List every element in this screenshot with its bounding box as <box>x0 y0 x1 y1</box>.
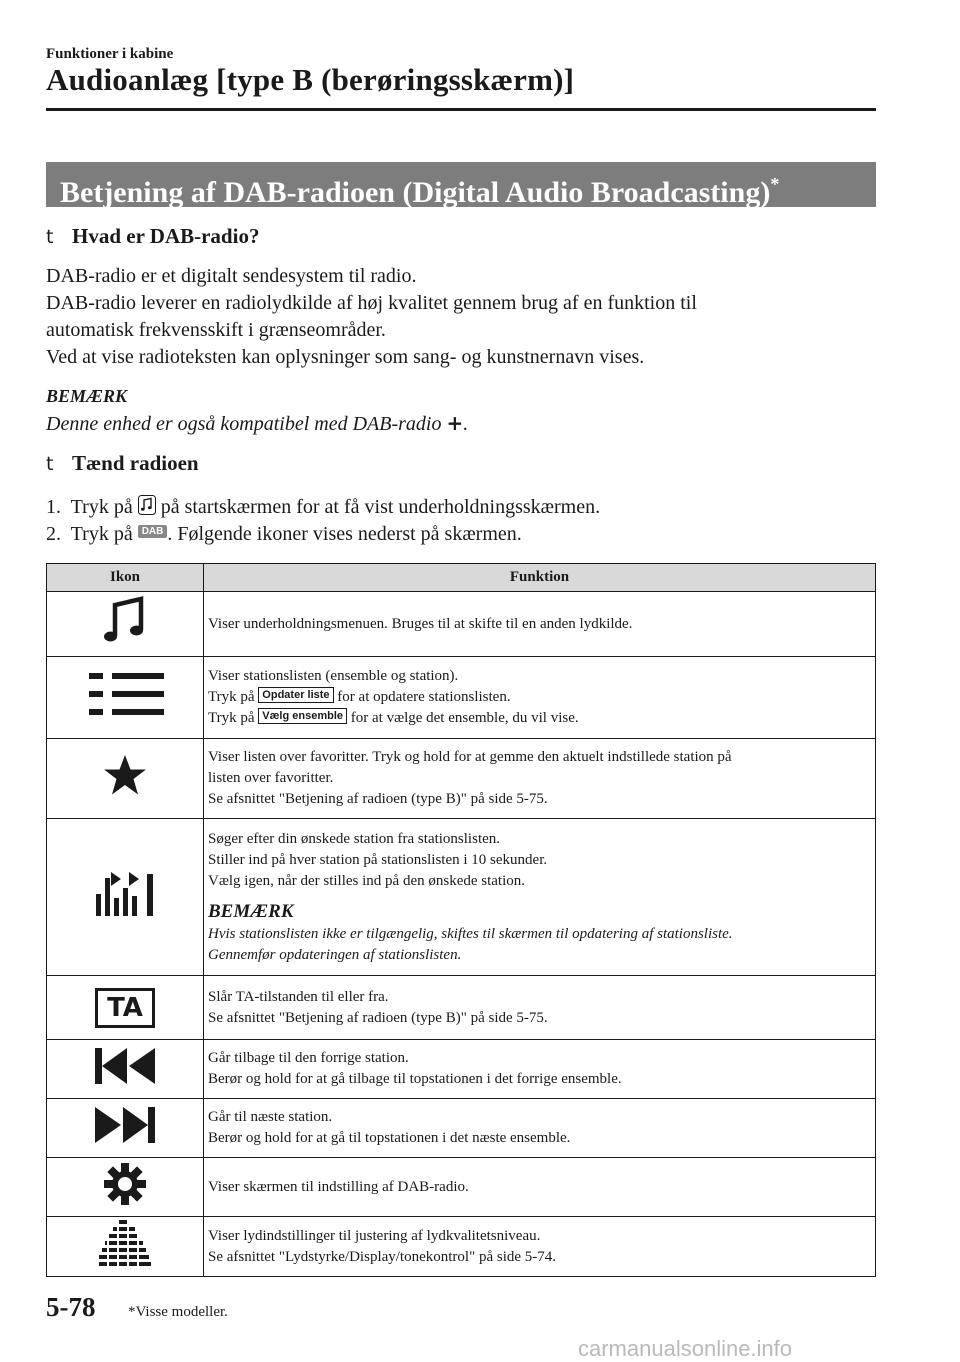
function-cell <box>204 1099 876 1158</box>
icon-function-table <box>46 563 876 1277</box>
previous-track-icon[interactable] <box>93 1046 157 1086</box>
table-row <box>47 976 876 1040</box>
function-text: Vælg igen, når der stilles ind på den ønskede station. <box>208 872 526 889</box>
section-label: Funktioner i kabine <box>46 46 174 62</box>
step-text: Tryk på <box>70 496 133 518</box>
icon-cell <box>47 1040 204 1099</box>
note-text: Hvis stationslisten ikke er tilgængelig, skiftes til skærmen til opdatering af stationsliste. <box>208 925 733 942</box>
subheading-what-is-dab <box>46 224 259 249</box>
title-divider <box>46 108 876 111</box>
icon-cell <box>47 1158 204 1217</box>
icon-cell <box>47 592 204 657</box>
function-cell <box>204 1217 876 1277</box>
icon-cell <box>47 976 204 1040</box>
footnote-mark: * <box>770 174 780 194</box>
update-list-button[interactable]: Opdater liste <box>258 687 333 703</box>
function-text: Se afsnittet "Betjening af radioen (type B)" på side 5-75. <box>208 1009 548 1026</box>
function-text: Berør og hold for at gå til topstationen i det næste ensemble. <box>208 1130 571 1146</box>
function-text: Går til næste station. <box>208 1109 333 1125</box>
footnote: *Visse modeller. <box>128 1304 228 1320</box>
note-label: BEMÆRK <box>46 386 128 406</box>
section-banner <box>46 162 876 207</box>
paragraph-line: DAB-radio leverer en radiolydkilde af høj kvalitet gennem brug af en funktion til <box>46 292 697 314</box>
function-text: Se afsnittet "Betjening af radioen (type B)" på side 5-75. <box>208 791 548 807</box>
table-row <box>47 1099 876 1158</box>
step-text: . Følgende ikoner vises nederst på skærmen. <box>167 523 522 545</box>
function-cell <box>204 657 876 739</box>
icon-cell <box>47 657 204 739</box>
function-text: Viser listen over favoritter. Tryk og hold for at gemme den aktuelt indstillede station på <box>208 749 732 765</box>
function-text <box>208 687 867 708</box>
subhead-marker: t <box>46 453 54 475</box>
table-row <box>47 657 876 739</box>
function-text-part: for at opdatere stationslisten. <box>337 689 511 705</box>
subheading-turn-on-radio <box>46 451 199 476</box>
function-cell <box>204 976 876 1040</box>
page-number: 5-78 <box>46 1292 96 1322</box>
subhead-marker: t <box>46 226 54 248</box>
icon-cell <box>47 1099 204 1158</box>
note-text <box>46 411 468 436</box>
page-title: Audioanlæg [type B (berøringsskærm)] <box>46 62 575 97</box>
step-number: 1. <box>46 496 61 518</box>
next-track-icon[interactable] <box>93 1105 157 1145</box>
function-text: Viser stationslisten (ensemble og station). <box>208 668 459 684</box>
function-text: Berør og hold for at gå tilbage til topstationen i det forrige ensemble. <box>208 1071 622 1087</box>
function-cell <box>204 819 876 976</box>
star-icon[interactable] <box>103 754 147 796</box>
paragraph-line: Ved at vise radioteksten kan oplysninger som sang- og kunstnernavn vises. <box>46 346 645 368</box>
select-ensemble-button[interactable]: Vælg ensemble <box>258 708 347 724</box>
column-header-function: Funktion <box>204 564 876 592</box>
function-text: Viser lydindstillinger til justering af lydkvalitetsniveau. <box>208 1227 541 1244</box>
function-text: Stiller ind på hver station på stationslisten i 10 sekunder. <box>208 851 548 868</box>
step-number: 2. <box>46 523 61 545</box>
music-note-icon <box>138 495 156 515</box>
function-cell <box>204 592 876 657</box>
note-end: . <box>463 413 469 435</box>
step-text: på startskærmen for at få vist underholdningsskærmen. <box>160 496 601 518</box>
icon-cell <box>47 739 204 819</box>
subheading-text: Hvad er DAB-radio? <box>72 224 260 248</box>
step-2 <box>46 523 522 546</box>
gear-icon[interactable] <box>103 1162 147 1206</box>
function-text-part: for at vælge det ensemble, du vil vise. <box>350 710 579 726</box>
subheading-text: Tænd radioen <box>72 451 199 475</box>
table-row <box>47 819 876 976</box>
function-text-part: Tryk på <box>208 710 255 726</box>
function-cell <box>204 1158 876 1217</box>
function-cell <box>204 1040 876 1099</box>
watermark: carmanualsonline.info <box>578 1336 793 1361</box>
note-text: Gennemfør opdateringen af stationslisten. <box>208 946 462 963</box>
function-text: listen over favoritter. <box>208 770 334 786</box>
plus-icon: + <box>446 411 464 435</box>
step-1 <box>46 495 600 519</box>
function-text: Se afsnittet "Lydstyrke/Display/tonekontrol" på side 5-74. <box>208 1248 557 1265</box>
dab-button[interactable]: DAB <box>138 525 168 538</box>
function-text: Viser underholdningsmenuen. Bruges til at skifte til en anden lydkilde. <box>208 615 633 632</box>
function-text <box>208 708 867 729</box>
list-icon[interactable] <box>85 669 165 719</box>
banner-title: Betjening af DAB-radioen (Digital Audio Broadcasting) <box>60 176 771 209</box>
function-text: Slår TA-tilstanden til eller fra. <box>208 988 389 1005</box>
table-row <box>47 739 876 819</box>
music-note-icon[interactable] <box>101 596 149 646</box>
icon-cell <box>47 819 204 976</box>
function-text-part: Tryk på <box>208 689 255 705</box>
table-row <box>47 592 876 657</box>
note-body: Denne enhed er også kompatibel med DAB-radio <box>46 413 442 435</box>
function-text: Søger efter din ønskede station fra stationslisten. <box>208 830 501 847</box>
table-row <box>47 1040 876 1099</box>
table-row <box>47 1158 876 1217</box>
ta-icon[interactable]: TA <box>95 988 155 1028</box>
step-text: Tryk på <box>70 523 133 545</box>
intro-paragraph <box>46 263 876 371</box>
function-cell <box>204 739 876 819</box>
table-row <box>47 1217 876 1277</box>
scan-icon[interactable] <box>93 870 157 918</box>
function-text: Går tilbage til den forrige station. <box>208 1050 409 1066</box>
note-label: BEMÆRK <box>208 900 294 922</box>
function-text: Viser skærmen til indstilling af DAB-radio. <box>208 1178 469 1195</box>
icon-cell <box>47 1217 204 1277</box>
column-header-icon: Ikon <box>47 564 204 592</box>
paragraph-line: DAB-radio er et digitalt sendesystem til radio. <box>46 265 417 287</box>
paragraph-line: automatisk frekvensskift i grænseområder. <box>46 319 386 341</box>
equalizer-icon[interactable] <box>97 1218 153 1268</box>
